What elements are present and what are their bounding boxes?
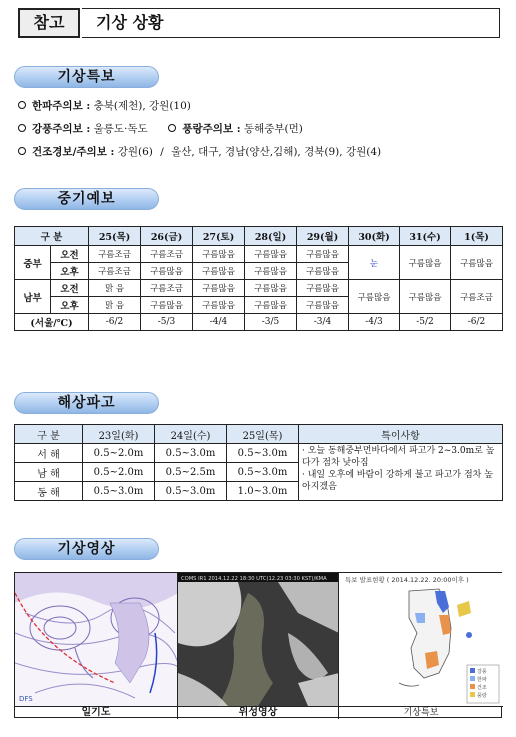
- weather-cell: 구름많음: [141, 263, 193, 280]
- weather-cell: 구름많음: [193, 263, 245, 280]
- column-header: 25일(목): [227, 425, 299, 444]
- date-header: 26(금): [141, 227, 193, 246]
- bullet-icon: [18, 147, 26, 155]
- weather-cell: 맑 음: [89, 280, 141, 297]
- weather-cell: 구름조금: [89, 263, 141, 280]
- caption-weather-chart: 일기도: [15, 706, 178, 719]
- wave-cell: 0.5~3.0m: [155, 482, 227, 501]
- table-corner: 구 분: [15, 227, 89, 246]
- temp-cell: -4/3: [349, 314, 400, 331]
- weather-cell: 구름많음: [297, 263, 349, 280]
- weather-cell: 구름많음: [245, 280, 297, 297]
- pm-label: 오후: [51, 297, 89, 314]
- weather-image-panel: [14, 572, 502, 718]
- remark-text: · 오늘 동해중부먼바다에서 파고가 2~3.0m로 높다가 점차 낮아짐: [302, 446, 495, 468]
- special-report-header: 특보 발표현황 ( 2014.12.22. 20:00이후 ): [345, 576, 469, 584]
- weather-cell: 구름많음: [297, 297, 349, 314]
- bullet-label: 강풍주의보 :: [32, 123, 91, 135]
- legend-label: 풍랑: [477, 693, 487, 699]
- section-title-sea-waves: 해상파고: [14, 392, 159, 414]
- pm-label: 오후: [51, 263, 89, 280]
- legend-label: 강풍: [477, 669, 487, 675]
- sea-area: 남 해: [15, 463, 83, 482]
- weather-cell: 구름많음: [451, 246, 503, 280]
- column-header: 특이사항: [299, 425, 503, 444]
- bullet-text: 울릉도·독도: [93, 123, 148, 135]
- list-item: [18, 95, 498, 118]
- page-title: 기상 상황: [82, 8, 500, 38]
- satellite-header: COMS IR1 2014.12.22 18:30 UTC(12.23 03:30 KST)/KMA: [181, 576, 327, 582]
- temp-cell: -5/2: [400, 314, 451, 331]
- date-header: 30(화): [349, 227, 400, 246]
- mid-forecast-table: [14, 226, 503, 331]
- date-header: 29(월): [297, 227, 349, 246]
- bullet-text: 충북(제천), 강원(10): [93, 100, 191, 112]
- temp-cell: -4/4: [193, 314, 245, 331]
- date-header: 1(목): [451, 227, 503, 246]
- wave-cell: 1.0~3.0m: [227, 482, 299, 501]
- weather-cell: 구름많음: [245, 246, 297, 263]
- special-report-image: [339, 573, 503, 706]
- weather-cell: 구름많음: [245, 263, 297, 280]
- wave-cell: 0.5~2.0m: [83, 463, 155, 482]
- section-title-weather-images: 기상영상: [14, 538, 159, 560]
- reference-tag: 참고: [18, 8, 80, 38]
- weather-cell: 구름많음: [245, 297, 297, 314]
- bullet-icon: [168, 124, 176, 132]
- bullet-label: 풍랑주의보 :: [182, 123, 241, 135]
- wave-cell: 0.5~3.0m: [227, 444, 299, 463]
- remarks-cell: [299, 444, 503, 501]
- temp-cell: -6/2: [451, 314, 503, 331]
- weather-cell: 구름조금: [89, 246, 141, 263]
- separator: /: [160, 146, 164, 158]
- table-header-row: [15, 227, 503, 246]
- am-label: 오전: [51, 280, 89, 297]
- special-report-list: [18, 95, 498, 164]
- sea-area: 서 해: [15, 444, 83, 463]
- weather-cell: 구름많음: [141, 297, 193, 314]
- temp-label: (서울/℃): [15, 314, 89, 331]
- legend-label: 한파: [477, 677, 487, 683]
- weather-cell: 구름많음: [193, 246, 245, 263]
- temp-cell: -6/2: [89, 314, 141, 331]
- bullet-text: 울산, 대구, 경남(양산,김해), 경북(9), 강원(4): [171, 146, 382, 158]
- weather-cell: 구름많음: [297, 246, 349, 263]
- date-header: 28(일): [245, 227, 297, 246]
- weather-cell: 눈: [349, 246, 400, 280]
- weather-cell: 구름조금: [141, 280, 193, 297]
- bullet-text: 강원(6): [117, 146, 153, 158]
- weather-cell: 구름많음: [297, 280, 349, 297]
- temp-cell: -3/4: [297, 314, 349, 331]
- bullet-label: 건조경보/주의보 :: [32, 146, 115, 158]
- weather-cell: 구름많음: [193, 280, 245, 297]
- weather-cell: 구름많음: [400, 246, 451, 280]
- am-label: 오전: [51, 246, 89, 263]
- column-header: 24일(수): [155, 425, 227, 444]
- section-title-mid-forecast: 중기예보: [14, 188, 159, 210]
- wave-cell: 0.5~3.0m: [83, 482, 155, 501]
- weather-chart-image: [15, 573, 178, 706]
- temp-cell: -3/5: [245, 314, 297, 331]
- table-row: [15, 444, 503, 463]
- weather-cell: 구름많음: [349, 280, 400, 314]
- satellite-map: [178, 573, 339, 706]
- legend-label: 건조: [477, 685, 487, 691]
- list-item: [18, 141, 498, 164]
- date-header: 31(수): [400, 227, 451, 246]
- region-label-central: 중부: [15, 246, 51, 280]
- weather-cell: 구름조금: [141, 246, 193, 263]
- table-header-row: [15, 425, 503, 444]
- remark-text: · 내일 오후에 바람이 강하게 불고 파고가 점차 높아지겠음: [302, 470, 493, 492]
- weather-cell: 구름많음: [193, 297, 245, 314]
- map-corner-label: DFS: [19, 695, 33, 703]
- bullet-icon: [18, 124, 26, 132]
- temp-cell: -5/3: [141, 314, 193, 331]
- weather-cell: 구름많음: [400, 280, 451, 314]
- wave-cell: 0.5~2.5m: [155, 463, 227, 482]
- weather-cell: 구름조금: [451, 280, 503, 314]
- bullet-icon: [18, 101, 26, 109]
- page-header: [18, 8, 498, 38]
- table-row: [15, 246, 503, 263]
- sea-wave-table: [14, 424, 503, 501]
- column-header: 23일(화): [83, 425, 155, 444]
- list-item: [18, 118, 498, 141]
- wave-cell: 0.5~3.0m: [155, 444, 227, 463]
- bullet-text: 동해중부(먼): [243, 123, 303, 135]
- weather-cell: 맑 음: [89, 297, 141, 314]
- caption-satellite: 위성영상: [178, 706, 339, 719]
- bullet-label: 한파주의보 :: [32, 100, 91, 112]
- sea-area: 동 해: [15, 482, 83, 501]
- section-title-special-reports: 기상특보: [14, 66, 159, 88]
- weather-chart-map: [15, 573, 178, 706]
- region-label-southern: 남부: [15, 280, 51, 314]
- satellite-image: [178, 573, 339, 706]
- table-row: [15, 314, 503, 331]
- wave-cell: 0.5~3.0m: [227, 463, 299, 482]
- special-report-map: [339, 573, 503, 706]
- date-header: 25(목): [89, 227, 141, 246]
- caption-special-report: 기상특보: [339, 706, 503, 719]
- wave-cell: 0.5~2.0m: [83, 444, 155, 463]
- column-header: 구 분: [15, 425, 83, 444]
- table-row: [15, 280, 503, 297]
- date-header: 27(토): [193, 227, 245, 246]
